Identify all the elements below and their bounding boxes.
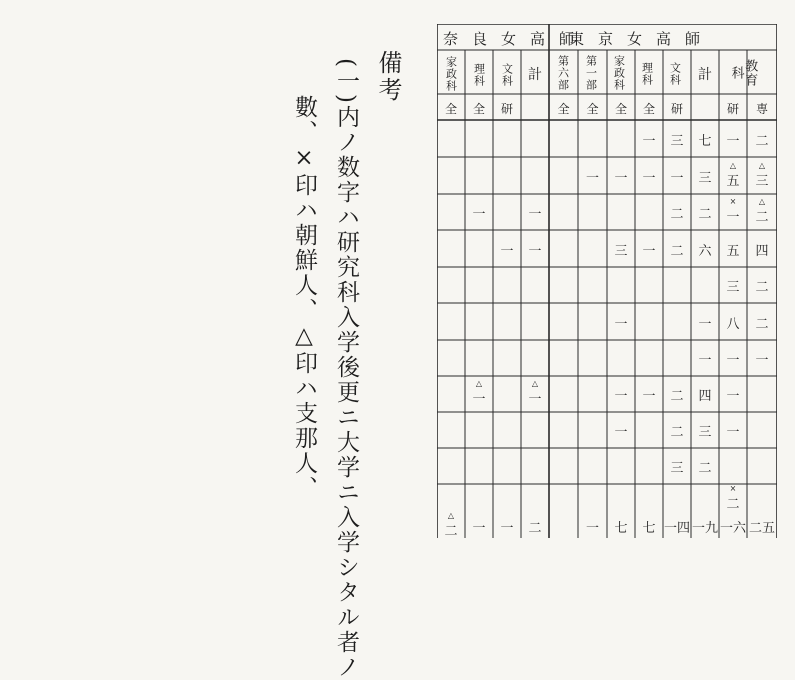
cell-value: 一 — [472, 521, 486, 536]
table-cell — [493, 240, 521, 259]
table-cell — [691, 203, 719, 222]
table-cell — [719, 421, 747, 440]
cell-value: 五 — [726, 173, 740, 189]
cell-value: 一 — [698, 353, 712, 368]
cell-value: 一 — [528, 392, 542, 407]
cell-value: 一 — [500, 243, 514, 259]
cell-value: 三 — [614, 243, 628, 259]
cell-value: 二 — [755, 316, 769, 332]
col-subheader: 専 — [755, 102, 768, 116]
col-subheader: 全 — [614, 102, 627, 116]
cell-value: 一 — [614, 170, 628, 186]
table-cell — [691, 385, 719, 404]
cell-value: 一 — [472, 392, 486, 407]
table-cell — [691, 457, 719, 476]
cell-value: 四 — [698, 389, 712, 404]
cell-value: 二 — [444, 524, 458, 539]
table-cell — [465, 203, 493, 222]
table-cell — [691, 240, 719, 259]
statistics-table — [437, 24, 777, 538]
table-cell — [747, 240, 777, 259]
table-cell — [635, 240, 663, 259]
table-cell — [719, 517, 747, 536]
table-cell — [607, 517, 635, 536]
col-header: 文科 — [500, 63, 514, 87]
cell-mark: △ — [447, 511, 455, 520]
cell-value: 二 — [698, 461, 712, 476]
cell-value: 二 — [528, 521, 542, 536]
cell-value: 三 — [670, 461, 684, 476]
col-header: 第六部 — [556, 55, 570, 91]
col-header: 理科 — [640, 62, 654, 86]
cell-value: 三 — [755, 173, 769, 189]
table-cell — [635, 167, 663, 186]
table-cell — [719, 162, 747, 189]
cell-value: 一 — [642, 389, 656, 404]
table-cell — [719, 485, 747, 512]
table-cell — [663, 385, 691, 404]
cell-mark: △ — [729, 160, 737, 170]
cell-mark: × — [729, 484, 737, 493]
cell-mark: × — [729, 197, 737, 206]
table-cell — [747, 198, 777, 225]
cell-value: 一六 — [719, 521, 746, 536]
table-cell — [691, 421, 719, 440]
cell-mark: △ — [531, 379, 539, 388]
remarks-line-1: (一)内ノ数字ハ研究科入学後更ニ大学ニ入学シタル者ノ — [333, 58, 359, 680]
table-cell — [521, 517, 549, 536]
table-cell — [607, 385, 635, 404]
table-cell — [747, 517, 777, 536]
cell-value: 一 — [528, 243, 542, 259]
table-cell — [635, 385, 663, 404]
table-cell — [663, 240, 691, 259]
col-subheader: 研 — [500, 102, 513, 116]
cell-value: 一 — [726, 133, 740, 149]
table-cell — [465, 380, 493, 407]
cell-value: 七 — [698, 133, 712, 149]
cell-value: 二 — [670, 425, 684, 440]
cell-value: 三 — [698, 170, 712, 186]
cell-value: 三 — [670, 133, 684, 149]
cell-value: 一 — [585, 170, 599, 186]
table-cell — [578, 167, 607, 186]
table-cell — [521, 380, 549, 407]
col-subheader: 全 — [586, 102, 599, 116]
cell-value: 二五 — [748, 521, 775, 536]
cell-value: 一 — [614, 425, 628, 440]
col-header: 計 — [698, 67, 712, 83]
col-subheader: 全 — [444, 102, 457, 116]
table-cell — [691, 313, 719, 332]
cell-value: 一 — [614, 316, 628, 332]
cell-value: 一 — [726, 210, 740, 225]
table-cell — [719, 313, 747, 332]
table-cell — [663, 130, 691, 149]
table-cell — [607, 421, 635, 440]
col-subheader: 研 — [670, 102, 683, 116]
table-cell — [465, 517, 493, 536]
table-cell — [607, 313, 635, 332]
table-cell — [635, 130, 663, 149]
col-header: 家政科 — [612, 55, 626, 91]
table-cell — [747, 130, 777, 149]
cell-value: 一 — [642, 243, 656, 259]
table-cell — [719, 198, 747, 225]
cell-value: 一 — [755, 353, 769, 368]
cell-value: 五 — [726, 243, 740, 259]
col-header: 計 — [528, 67, 542, 83]
table-cell — [663, 457, 691, 476]
table-cell — [719, 276, 747, 295]
cell-mark: △ — [758, 197, 766, 206]
table-cell — [663, 167, 691, 186]
group-header-nara: 奈良女高師 — [443, 30, 589, 48]
table-cell — [521, 203, 549, 222]
table-cell — [493, 517, 521, 536]
table-cell — [691, 349, 719, 368]
remarks-block — [280, 40, 402, 680]
cell-value: 二 — [698, 207, 712, 222]
cell-value: 一 — [726, 389, 740, 404]
cell-value: 一 — [642, 133, 656, 149]
cell-value: 二 — [755, 210, 769, 225]
table-cell — [747, 313, 777, 332]
table-cell — [747, 349, 777, 368]
col-subheader: 全 — [557, 102, 570, 116]
remarks-heading: 備考 — [374, 50, 402, 104]
cell-value: 六 — [698, 243, 712, 259]
cell-value: 一 — [614, 389, 628, 404]
table-cell — [607, 167, 635, 186]
col-header: 家政科 — [444, 56, 458, 92]
table-cell — [691, 130, 719, 149]
col-header: 文科 — [668, 62, 682, 86]
cell-value: 一 — [642, 170, 656, 186]
cell-value: 一 — [670, 170, 684, 186]
cell-value: 七 — [642, 521, 656, 536]
cell-mark: △ — [758, 160, 766, 170]
table-cell — [719, 349, 747, 368]
cell-value: 一 — [528, 207, 542, 222]
cell-value: 二 — [755, 133, 769, 149]
table-cell — [663, 517, 691, 536]
cell-value: 二 — [755, 280, 769, 295]
cell-value: 一 — [726, 353, 740, 368]
col-header: 教育科 — [728, 59, 758, 87]
table-cell — [607, 240, 635, 259]
cell-value: 七 — [614, 521, 628, 536]
cell-value: 一 — [698, 316, 712, 332]
cell-value: 二 — [670, 207, 684, 222]
cell-value: 一 — [500, 521, 514, 536]
table-cell — [719, 385, 747, 404]
cell-value: 三 — [698, 425, 712, 440]
table-cell — [691, 167, 719, 186]
table-cell — [747, 162, 777, 189]
cell-value: 二 — [670, 389, 684, 404]
cell-value: 一四 — [663, 521, 690, 536]
table-cell — [663, 203, 691, 222]
cell-value: 一 — [585, 521, 599, 536]
cell-value: 八 — [726, 316, 740, 332]
table-cell — [663, 421, 691, 440]
col-header: 第一部 — [584, 55, 598, 91]
cell-value: 四 — [755, 243, 769, 259]
table-cell — [747, 276, 777, 295]
col-subheader: 研 — [726, 102, 739, 116]
cell-mark: △ — [475, 379, 483, 388]
cell-value: 一 — [726, 425, 740, 440]
table-cell — [691, 517, 719, 536]
col-header: 理科 — [472, 63, 486, 87]
col-subheader: 全 — [472, 102, 485, 116]
table-cell — [635, 517, 663, 536]
table-cell — [578, 517, 607, 536]
table-cell — [521, 240, 549, 259]
cell-value: 一 — [472, 207, 486, 222]
cell-value: 二 — [670, 243, 684, 259]
remarks-line-2: 數、×印ハ朝鮮人、△印ハ支那人、 — [291, 95, 317, 501]
cell-value: 三 — [726, 280, 740, 295]
table-cell — [437, 512, 465, 539]
table-cell — [719, 240, 747, 259]
cell-value: 二 — [726, 497, 740, 512]
table-cell — [719, 130, 747, 149]
cell-value: 一九 — [691, 521, 718, 536]
col-subheader: 全 — [642, 102, 655, 116]
group-header-tokyo: 東京女高師 — [569, 30, 715, 48]
